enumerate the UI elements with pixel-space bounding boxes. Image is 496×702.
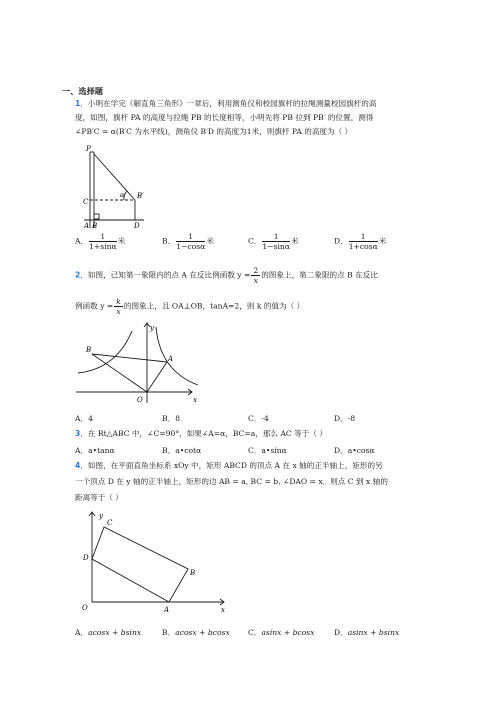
option-text: 8 (175, 414, 181, 423)
q2-line-2 (75, 297, 304, 316)
fraction (349, 232, 378, 251)
numerator: 1 (176, 232, 205, 242)
option-text: a•tanα (88, 446, 115, 455)
q3-option-a[interactable] (75, 445, 115, 456)
denominator: 1+sinα (89, 242, 117, 251)
option-label: A． (75, 236, 89, 246)
fraction (262, 232, 290, 251)
q1-figure (74, 142, 164, 234)
q1-line-1 (75, 99, 376, 109)
q3-option-b[interactable] (162, 445, 201, 456)
q3-option-d[interactable] (334, 445, 375, 456)
option-label: B． (162, 628, 176, 637)
option-text: acosx + bsinx (88, 628, 142, 637)
label-alpha: α (120, 191, 125, 199)
q4-option-c[interactable] (248, 627, 315, 638)
q2-text-1a: 如图，已知第一象限内的点 A 在反比例函数 y = (87, 270, 251, 280)
denominator: 1−cosα (176, 242, 206, 251)
q1-number: 1． (75, 99, 88, 108)
axis-label-x: x (221, 606, 225, 614)
option-text: a•cosα (347, 446, 375, 455)
q2-option-c[interactable] (248, 413, 269, 424)
label-a: A (84, 222, 90, 230)
q2-option-d[interactable] (334, 413, 355, 424)
option-text: a•sinα (261, 446, 287, 455)
q2-text-1b: 的图象上，第二象限的点 B 在反比 (261, 270, 378, 280)
option-label: A． (75, 414, 89, 423)
fraction (114, 297, 123, 316)
q3-text-1: 在 Rt△ABC 中，∠C=90°，如果∠A=α，BC=a，那么 AC 等于（ ） (87, 429, 327, 438)
option-label: D． (334, 414, 348, 423)
fraction (251, 266, 260, 285)
option-text: asinx + bsinx (347, 628, 400, 637)
segment-ob (92, 354, 147, 392)
denominator: 1−sinα (262, 242, 290, 251)
unit: 米 (290, 236, 299, 246)
rope-pb-prime (94, 154, 135, 200)
q2-figure (74, 319, 204, 405)
option-label: D． (334, 236, 348, 246)
label-b: B (190, 569, 196, 577)
option-label: C． (248, 628, 262, 637)
q1-option-b[interactable] (162, 232, 214, 251)
label-b: B (92, 222, 98, 230)
unit: 米 (117, 236, 126, 246)
label-origin: O (137, 396, 143, 404)
numerator: 1 (349, 232, 378, 242)
q1-option-c[interactable] (248, 232, 299, 251)
denominator: x (253, 276, 258, 285)
label-c: C (83, 198, 89, 206)
denominator: 1+cosα (348, 242, 378, 251)
q1-text-2: 度，如图，旗杆 PA 的高度与拉绳 PB 的长度相等，小明先将 PB 拉到 PB′ 的位置，测得 (75, 113, 374, 122)
option-text: -8 (347, 414, 356, 423)
q4-figure (74, 508, 234, 616)
q4-number: 4． (75, 461, 88, 470)
label-d: D (134, 222, 140, 230)
q2-number: 2． (75, 270, 88, 280)
q1-option-d[interactable] (334, 232, 386, 251)
label-a: A (168, 355, 174, 363)
q4-option-d[interactable] (334, 627, 399, 638)
option-text: -4 (261, 414, 269, 423)
section-title: 一、选择题 (62, 86, 103, 96)
segment-oa (147, 362, 167, 392)
q4-text-2: 一个顶点 D 在 y 轴的正半轴上，矩形的边 AB = a, BC = b, ∠DAO = x．则点 C 到 x 轴的 (75, 477, 388, 486)
option-label: C． (248, 446, 262, 455)
option-label: B． (162, 414, 176, 423)
axis-label-y: y (99, 512, 103, 520)
axis-label-y: y (150, 324, 154, 332)
q1-option-a[interactable] (75, 232, 125, 251)
option-label: B． (162, 446, 176, 455)
q4-option-a[interactable] (75, 627, 141, 638)
option-label: C． (248, 236, 262, 246)
q3-number: 3． (75, 429, 88, 438)
fraction (176, 232, 205, 251)
label-a: A (164, 606, 170, 614)
unit: 米 (378, 236, 387, 246)
right-angle-mark (94, 214, 99, 219)
q2-option-a[interactable] (75, 413, 93, 424)
q4-text-1: 如图，在平面直角坐标系 xOy 中，矩形 ABCD 的顶点 A 在 x 轴的正半轴上，矩形的另 (87, 461, 383, 470)
q1-text-3: ∠PB′C = α(B′C 为水平线)，测角仪 B′D 的高度为1米，则旗杆 PA 的高度为（ ） (75, 127, 353, 136)
numerator: k (116, 297, 121, 306)
denominator: x (116, 307, 121, 316)
option-text: asinx + bcosx (261, 628, 315, 637)
option-label: D． (334, 446, 348, 455)
q3-line-1 (75, 429, 327, 439)
unit: 米 (206, 236, 214, 246)
q4-option-b[interactable] (162, 627, 230, 638)
q3-option-c[interactable] (248, 445, 287, 456)
q2-line-1 (75, 266, 378, 285)
label-origin: O (82, 604, 88, 612)
option-text: a•cotα (175, 446, 202, 455)
numerator: 1 (262, 232, 290, 242)
label-p: P (86, 145, 91, 153)
rectangle-abcd (92, 527, 188, 602)
label-b: B (86, 346, 92, 354)
label-b-prime: B′ (137, 192, 144, 200)
q4-line-1 (75, 461, 383, 471)
option-label: C． (248, 414, 262, 423)
option-text: 4 (88, 414, 93, 423)
axis-label-x: x (193, 396, 197, 404)
q2-text-2a: 例函数 y = (75, 301, 114, 311)
q1-text-1: 小明在学完《解直角三角形》一章后，利用测角仪和校园旗杆的拉绳测量校园旗杆的高 (87, 99, 377, 108)
label-d: D (83, 554, 89, 562)
segment-ab (92, 354, 167, 362)
option-label: A． (75, 446, 89, 455)
q2-text-2b: 的图象上，且 OA⊥OB，tanA=2，则 k 的值为（ ） (123, 301, 305, 311)
numerator: 2 (253, 266, 259, 275)
q4-text-3: 距离等于（ ） (75, 493, 123, 502)
option-text: acosx + bcosx (175, 628, 230, 637)
option-label: A． (75, 628, 89, 637)
option-label: B． (162, 236, 176, 246)
q2-option-b[interactable] (162, 413, 180, 424)
curve-first-quadrant (156, 327, 198, 385)
fraction (89, 232, 117, 251)
label-c: C (107, 519, 113, 527)
option-label: D． (334, 628, 348, 637)
numerator: 1 (89, 232, 117, 242)
